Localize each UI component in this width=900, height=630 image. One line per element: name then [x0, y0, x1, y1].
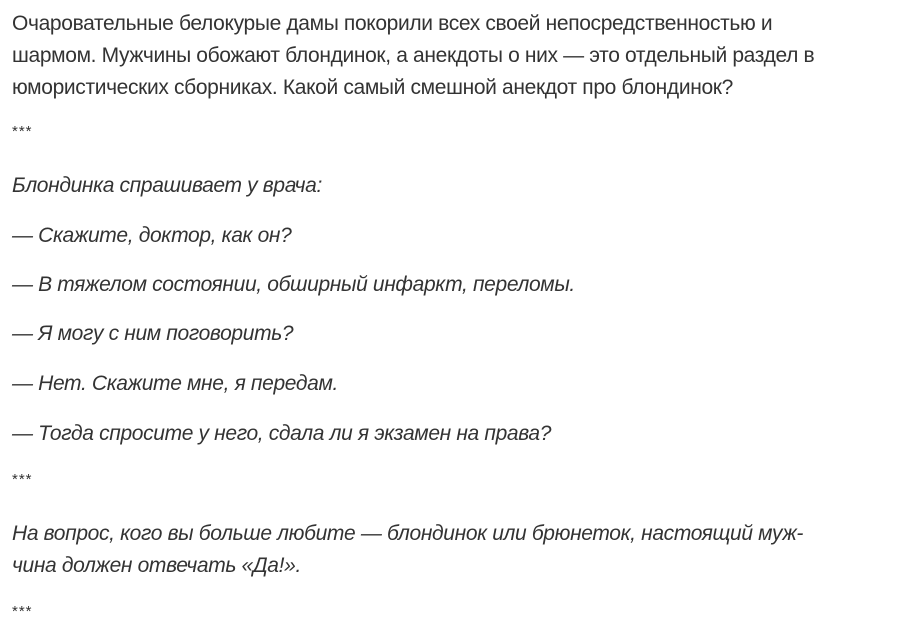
joke2-line: чина должен отвечать «Да!». — [12, 554, 301, 577]
intro-line: юмористических сборниках. Какой самый смешной анекдот про блондинок? — [12, 76, 733, 99]
separator: *** — [12, 123, 33, 140]
intro-line: шармом. Мужчины обожают блондинок, а анекдоты о них — это отдельный раздел в — [12, 44, 815, 67]
intro-line: Очаровательные белокурые дамы покорили всех своей непосредственностью и — [12, 12, 773, 35]
separator: *** — [12, 471, 33, 488]
joke1-dialogue-line: — В тяжелом состоянии, обширный инфаркт, переломы. — [12, 273, 575, 296]
joke1-dialogue-line: — Нет. Скажите мне, я передам. — [12, 372, 338, 395]
joke1-dialogue-line: — Скажите, доктор, как он? — [12, 224, 292, 247]
joke2-line: На вопрос, кого вы больше любите — блондинок или брюнеток, настоящий муж- — [12, 522, 804, 545]
separator: *** — [12, 603, 33, 620]
joke1-dialogue-line: — Тогда спросите у него, сдала ли я экзамен на права? — [12, 422, 552, 445]
intro-paragraph — [12, 8, 814, 104]
joke1-setup: Блондинка спрашивает у врача: — [12, 174, 322, 197]
joke1-dialogue-line: — Я могу с ним поговорить? — [12, 322, 294, 345]
joke2-paragraph — [12, 518, 803, 582]
